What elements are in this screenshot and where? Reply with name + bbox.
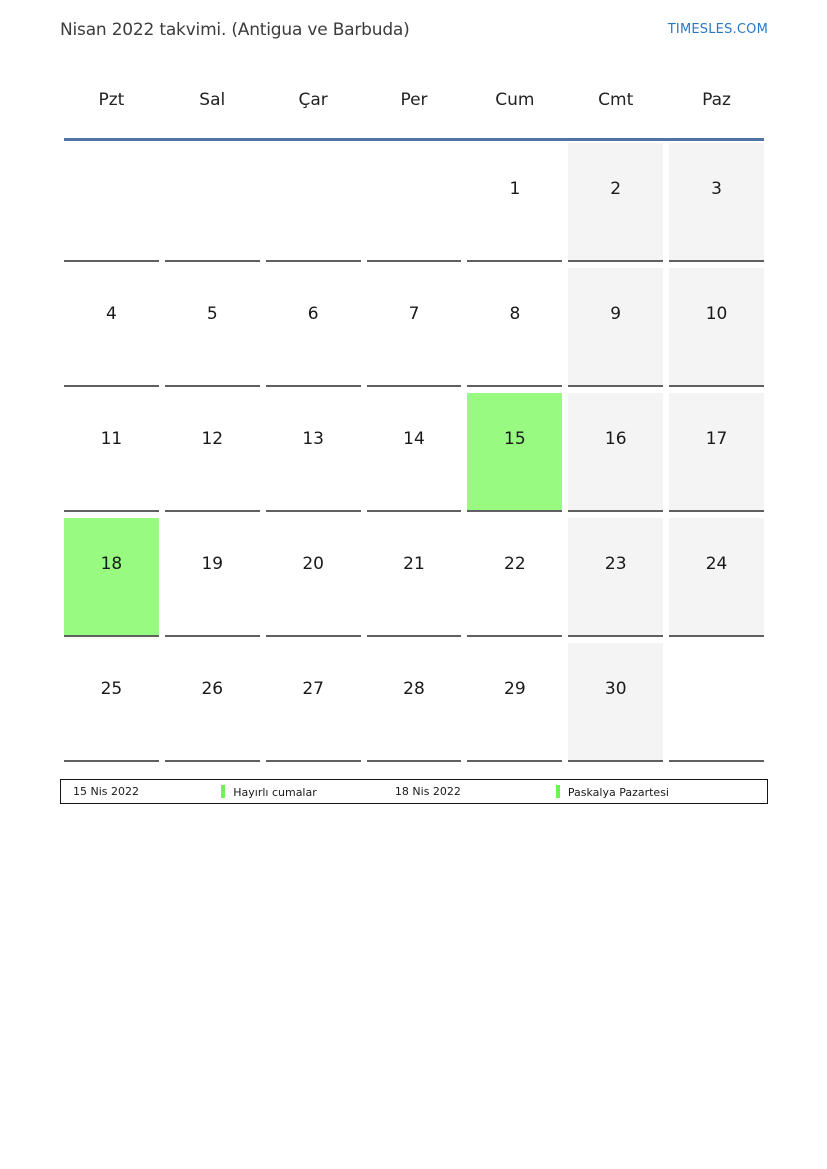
- day-number: [367, 143, 462, 181]
- empty-cell: [165, 143, 260, 262]
- day-cell: [669, 143, 764, 262]
- day-number: 20: [302, 554, 324, 574]
- day-cell: [568, 143, 663, 262]
- day-number: 22: [504, 554, 526, 574]
- legend-marker-icon: [221, 785, 225, 798]
- day-number: 18: [100, 554, 123, 574]
- day-number: [669, 643, 764, 681]
- day-cell: [64, 643, 159, 762]
- legend: [60, 779, 768, 804]
- day-number: 14: [403, 429, 425, 449]
- site-link[interactable]: TIMESLES.COM: [667, 22, 768, 37]
- day-cell: [467, 643, 562, 762]
- day-number: 2: [610, 179, 622, 199]
- day-cell: [64, 393, 159, 512]
- day-cell: [266, 643, 361, 762]
- day-cell: [467, 143, 562, 262]
- day-number: 24: [705, 554, 728, 574]
- day-cell: [367, 518, 462, 637]
- day-cell: [568, 643, 663, 762]
- day-number: 9: [610, 304, 622, 324]
- day-headers: [64, 90, 764, 110]
- header-divider: [64, 138, 764, 141]
- day-header: Sal: [199, 90, 226, 110]
- day-header: Per: [400, 90, 428, 110]
- legend-label: Hayırlı cumalar: [233, 785, 317, 799]
- day-number: 29: [504, 679, 526, 699]
- day-cell: [266, 393, 361, 512]
- day-cell: [467, 268, 562, 387]
- day-cell: [266, 268, 361, 387]
- day-cell: [165, 643, 260, 762]
- legend-marker-icon: [556, 785, 560, 798]
- day-number: 1: [509, 179, 521, 199]
- day-number: 19: [201, 554, 224, 574]
- top-bar: [60, 20, 768, 40]
- day-number: 28: [403, 679, 425, 699]
- day-cell: [669, 268, 764, 387]
- empty-cell: [64, 143, 159, 262]
- day-number: 26: [201, 679, 224, 699]
- day-header: Cum: [495, 90, 535, 110]
- day-number: 15: [504, 429, 526, 449]
- day-cell: [568, 518, 663, 637]
- day-number: 13: [302, 429, 324, 449]
- day-cell: [367, 393, 462, 512]
- day-cell: [165, 393, 260, 512]
- page-title: Nisan 2022 takvimi. (Antigua ve Barbuda): [60, 20, 410, 40]
- day-cell: [467, 393, 562, 512]
- day-cell: [568, 393, 663, 512]
- day-cell: [367, 643, 462, 762]
- day-number: 5: [206, 304, 218, 324]
- calendar-grid: [64, 143, 764, 762]
- day-number: 6: [307, 304, 319, 324]
- legend-entry: [544, 785, 767, 799]
- day-number: 3: [711, 179, 722, 199]
- day-cell: [568, 268, 663, 387]
- day-number: 7: [408, 304, 420, 324]
- calendar: [64, 90, 764, 762]
- day-number: 11: [100, 429, 123, 449]
- day-header: Çar: [298, 90, 328, 110]
- empty-cell: [367, 143, 462, 262]
- day-cell: [165, 268, 260, 387]
- day-number: 12: [201, 429, 224, 449]
- calendar-page: [60, 20, 768, 804]
- day-number: 4: [106, 304, 117, 324]
- day-cell: [64, 518, 159, 637]
- day-cell: [64, 268, 159, 387]
- day-number: [64, 143, 159, 181]
- legend-date: 18 Nis 2022: [394, 785, 461, 798]
- day-number: 16: [604, 429, 627, 449]
- day-header: Cmt: [598, 90, 634, 110]
- day-number: 21: [403, 554, 425, 574]
- empty-cell: [669, 643, 764, 762]
- legend-date: 15 Nis 2022: [73, 785, 139, 798]
- day-cell: [266, 518, 361, 637]
- day-number: 27: [302, 679, 324, 699]
- day-cell: [669, 393, 764, 512]
- legend-label: Paskalya Pazartesi: [567, 785, 669, 799]
- day-number: [266, 143, 361, 181]
- day-number: 23: [604, 554, 627, 574]
- day-header: Paz: [702, 90, 731, 110]
- day-number: 8: [509, 304, 521, 324]
- day-cell: [669, 518, 764, 637]
- day-number: 30: [604, 679, 627, 699]
- day-number: 10: [705, 304, 728, 324]
- day-number: [165, 143, 260, 181]
- day-cell: [165, 518, 260, 637]
- day-header: Pzt: [98, 90, 125, 110]
- empty-cell: [266, 143, 361, 262]
- legend-entry: [209, 785, 383, 799]
- day-number: 17: [705, 429, 728, 449]
- day-number: 25: [100, 679, 123, 699]
- day-cell: [467, 518, 562, 637]
- day-cell: [367, 268, 462, 387]
